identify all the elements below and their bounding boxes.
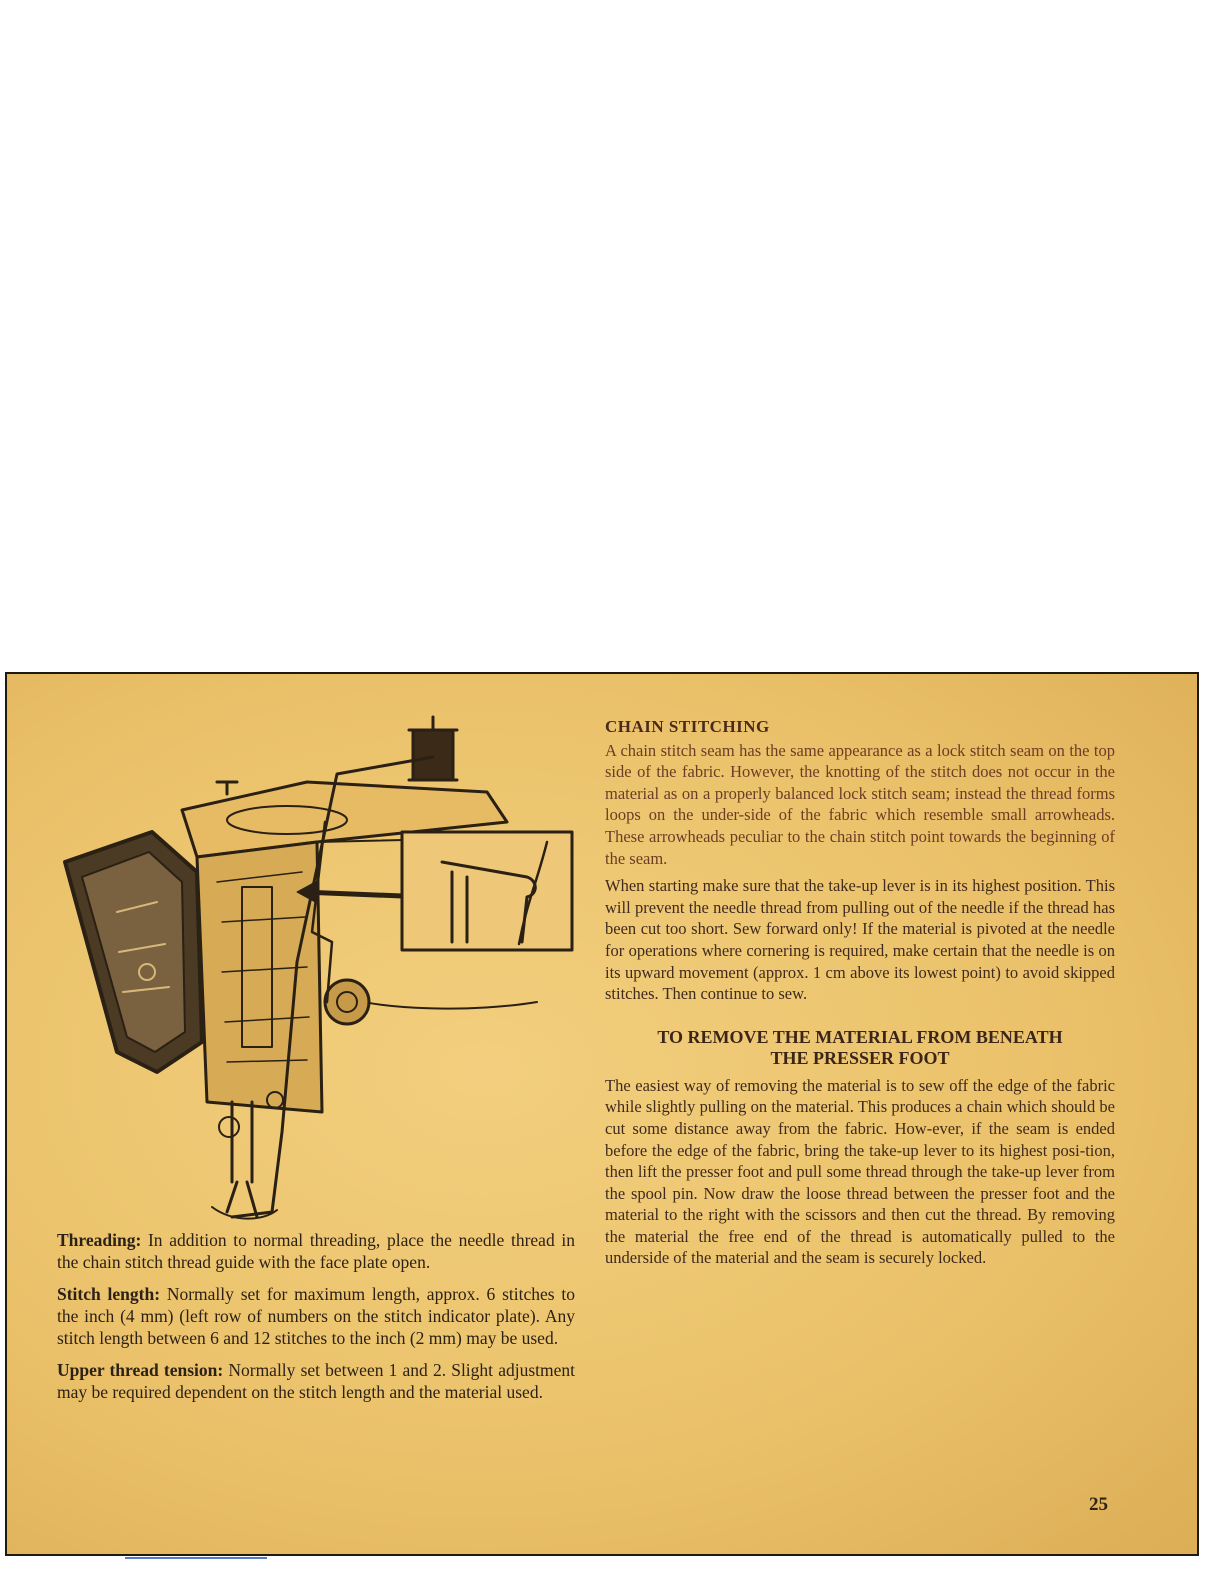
remove-material-paragraph: The easiest way of removing the material is to sew off the edge of the fabric while slightly pulling on the material. This produces a chain which should be cut some distance away from the fabric. How-ever, if the seam is ended before the edge of the fabric, bring the take-up lever to its highest posi-tion, then lift the presser foot and pull some thread through the take-up lever from the spool pin. Now draw the loose thread between the presser foot and the material to the right with the scissors and then cut the thread. By removing the material the free end of the thread is automatically pulled to the underside of the material and the seam is securely locked.	[605, 1075, 1115, 1268]
remove-material-heading	[605, 1027, 1115, 1069]
page-number: 25	[1089, 1494, 1108, 1515]
tension-text: Normally set between 1 and 2. Slight adjustment may be required dependent on the stitch length and the material used.	[57, 1360, 575, 1402]
threading-text: In addition to normal threading, place the needle thread in the chain stitch thread guide with the face plate open.	[57, 1230, 575, 1272]
chain-stitch-paragraph-2: When starting make sure that the take-up lever is in its highest position. This will prevent the needle thread from pulling out of the needle if the thread has been cut too short. Sew forward only! If the material is pivoted at the needle for operations where cornering is required, make certain that the needle is on its upward movement (approx. 1 cm above its lowest point) to avoid skipped stitches. Then continue to sew.	[605, 876, 1115, 1004]
sewing-machine-illustration	[57, 712, 587, 1237]
threading-paragraph	[57, 1229, 575, 1273]
left-column	[57, 1229, 575, 1413]
right-column	[605, 716, 1115, 1275]
tension-label: Upper thread tension:	[57, 1360, 224, 1380]
remove-heading-line-1: TO REMOVE THE MATERIAL FROM BENEATH	[657, 1026, 1063, 1047]
tension-paragraph	[57, 1359, 575, 1403]
manual-page	[5, 672, 1199, 1556]
stitch-length-text: Normally set for maximum length, approx. 6 stitches to the inch (4 mm) (left row of numbers on the stitch indicator plate). Any stitch length between 6 and 12 stitches to the inch (2 mm) may be used.	[57, 1284, 575, 1348]
chain-stitch-paragraph-1: A chain stitch seam has the same appearance as a lock stitch seam on the top side of the fabric. However, the knotting of the stitch does not occur in the material as on a properly balanced lock stitch seam; instead the thread forms loops on the under-side of the fabric which resemble small arrowheads. These arrowheads peculiar to the chain stitch point towards the beginning of the seam.	[605, 740, 1115, 868]
stitch-length-label: Stitch length:	[57, 1284, 161, 1304]
remove-heading-line-2: THE PRESSER FOOT	[770, 1047, 950, 1068]
link-underline	[125, 1557, 267, 1559]
threading-label: Threading:	[57, 1230, 142, 1250]
chain-stitching-heading: CHAIN STITCHING	[605, 717, 770, 736]
stitch-length-paragraph	[57, 1283, 575, 1349]
